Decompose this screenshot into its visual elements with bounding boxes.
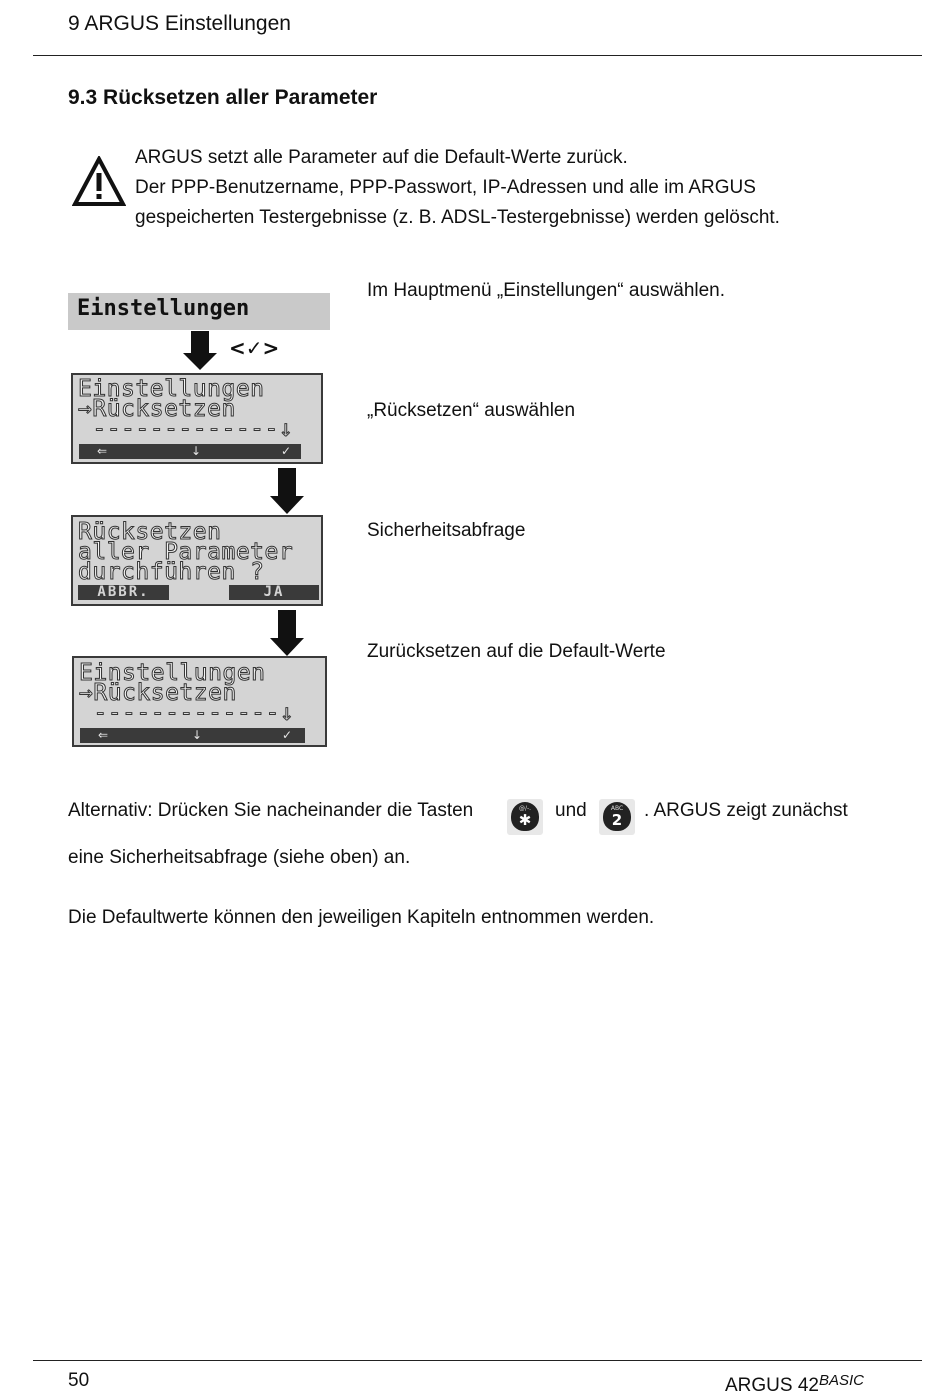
lcd-screen-confirm	[71, 515, 323, 606]
lcd-screen-settings-result	[72, 656, 327, 747]
lcd-line: -------------↓	[79, 700, 295, 726]
down-softkey-icon: ↓	[191, 444, 202, 458]
key-big-label: ✱	[518, 811, 532, 829]
back-softkey-icon: ⇐	[98, 728, 109, 742]
ok-softkey-icon: ✓	[282, 728, 293, 742]
lcd-line: aller Parameter	[78, 539, 294, 565]
product-label: ARGUS 42	[725, 1375, 819, 1396]
ok-softkey-icon: ✓	[281, 444, 292, 458]
softkey-bar	[79, 444, 301, 459]
warning-line: gespeicherten Testergebnisse (z. B. ADSL-Testergebnisse) werden gelöscht.	[135, 207, 780, 228]
note-text: Die Defaultwerte können den jeweiligen Kapiteln entnommen werden.	[68, 907, 655, 928]
two-key-icon	[599, 799, 635, 835]
back-softkey-icon: ⇐	[97, 444, 108, 458]
softkey-bar	[80, 728, 305, 743]
abort-softkey: ABBR.	[78, 585, 169, 600]
down-arrow-icon	[270, 610, 304, 656]
key-big-label: 2	[611, 811, 623, 829]
yes-softkey: JA	[229, 585, 319, 600]
warning-triangle-icon	[72, 156, 126, 208]
down-arrow-icon	[270, 468, 304, 514]
lcd-line: Rücksetzen	[78, 519, 222, 545]
down-arrow-icon	[183, 331, 217, 370]
warning-line: Der PPP-Benutzername, PPP-Passwort, IP-Adressen und alle im ARGUS	[135, 177, 756, 198]
alternative-text-part1: Alternativ: Drücken Sie nacheinander die Tasten	[68, 800, 474, 821]
warning-line: ARGUS setzt alle Parameter auf die Default-Werte zurück.	[135, 147, 628, 168]
page-number: 50	[68, 1370, 90, 1391]
lcd-screen-settings	[71, 373, 323, 464]
footer-rule	[33, 1360, 922, 1361]
key-small-label: ABC	[610, 805, 624, 812]
step-text: Sicherheitsabfrage	[367, 520, 526, 541]
warning-text	[135, 143, 780, 233]
nav-keys-label: <✓>	[229, 336, 280, 360]
lcd-line: →Rücksetzen	[78, 396, 236, 422]
step-text: Zurücksetzen auf die Default-Werte	[367, 641, 666, 662]
lcd-line: →Rücksetzen	[79, 680, 237, 706]
product-name	[725, 1372, 864, 1397]
alternative-text-line2: eine Sicherheitsabfrage (siehe oben) an.	[68, 847, 411, 868]
star-key-icon	[507, 799, 543, 835]
lcd-line: Einstellungen	[79, 660, 266, 686]
menu-title-label: Einstellungen	[77, 296, 250, 321]
chapter-header: 9 ARGUS Einstellungen	[68, 12, 291, 35]
step-text: Im Hauptmenü „Einstellungen“ auswählen.	[367, 280, 726, 301]
lcd-line: durchführen ?	[78, 559, 265, 585]
alternative-text-part2: . ARGUS zeigt zunächst	[644, 800, 848, 821]
header-rule	[33, 55, 922, 56]
product-suffix: BASIC	[818, 1372, 864, 1389]
down-softkey-icon: ↓	[192, 728, 203, 742]
step-text: „Rücksetzen“ auswählen	[367, 400, 576, 421]
lcd-line: Einstellungen	[78, 376, 265, 402]
alternative-and: und	[555, 800, 587, 821]
section-title: 9.3 Rücksetzen aller Parameter	[68, 86, 378, 109]
key-small-label: @/-.	[518, 805, 532, 812]
lcd-line: -------------↓	[78, 416, 294, 442]
main-menu-title	[68, 293, 330, 330]
